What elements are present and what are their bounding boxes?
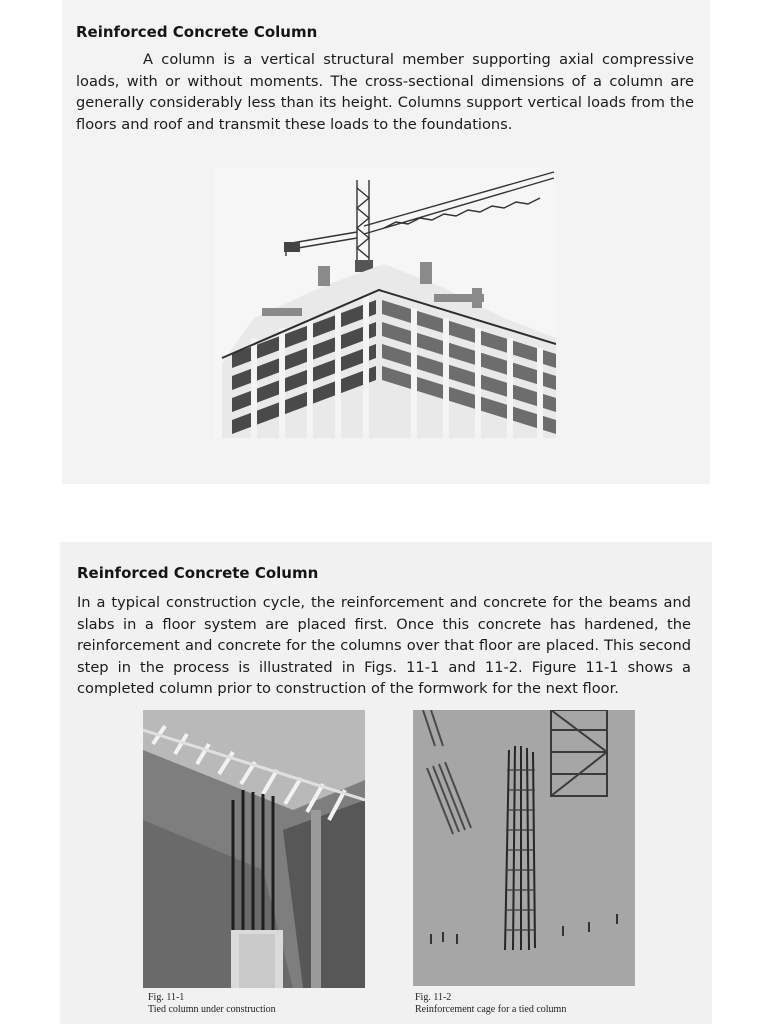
figure-caption	[148, 992, 276, 1016]
figure-number: Fig. 11-1	[148, 992, 185, 1003]
figure-caption-text: Tied column under construction	[148, 1004, 276, 1015]
tied-column-under-construction-photo	[143, 710, 365, 988]
section-paragraph: In a typical construction cycle, the reinforcement and concrete for the beams and slabs in a floor system are placed first. Once this concrete has hardened, the reinforcement and concrete for the columns over that floor are placed. This second step in the process is illustrated in Figs. 11-1 and 11-2. Figure 11-1 shows a completed column prior to construction of the formwork for the next floor.	[77, 594, 691, 698]
building-under-construction-photo	[214, 168, 556, 438]
section-heading: Reinforced Concrete Column	[77, 564, 319, 582]
section-paragraph: A column is a vertical structural member supporting axial compressive loads, with or without moments. The cross-sectional dimensions of a column are generally considerably less than its height. Columns support vertical loads from the floors and roof and transmit these loads to the foundations.	[76, 51, 694, 133]
figure-caption-text: Reinforcement cage for a tied column	[415, 1004, 567, 1015]
reinforcement-cage-photo	[413, 710, 635, 986]
section-heading: Reinforced Concrete Column	[76, 23, 318, 41]
figure-number: Fig. 11-2	[415, 992, 452, 1003]
figure-caption	[415, 992, 566, 1016]
